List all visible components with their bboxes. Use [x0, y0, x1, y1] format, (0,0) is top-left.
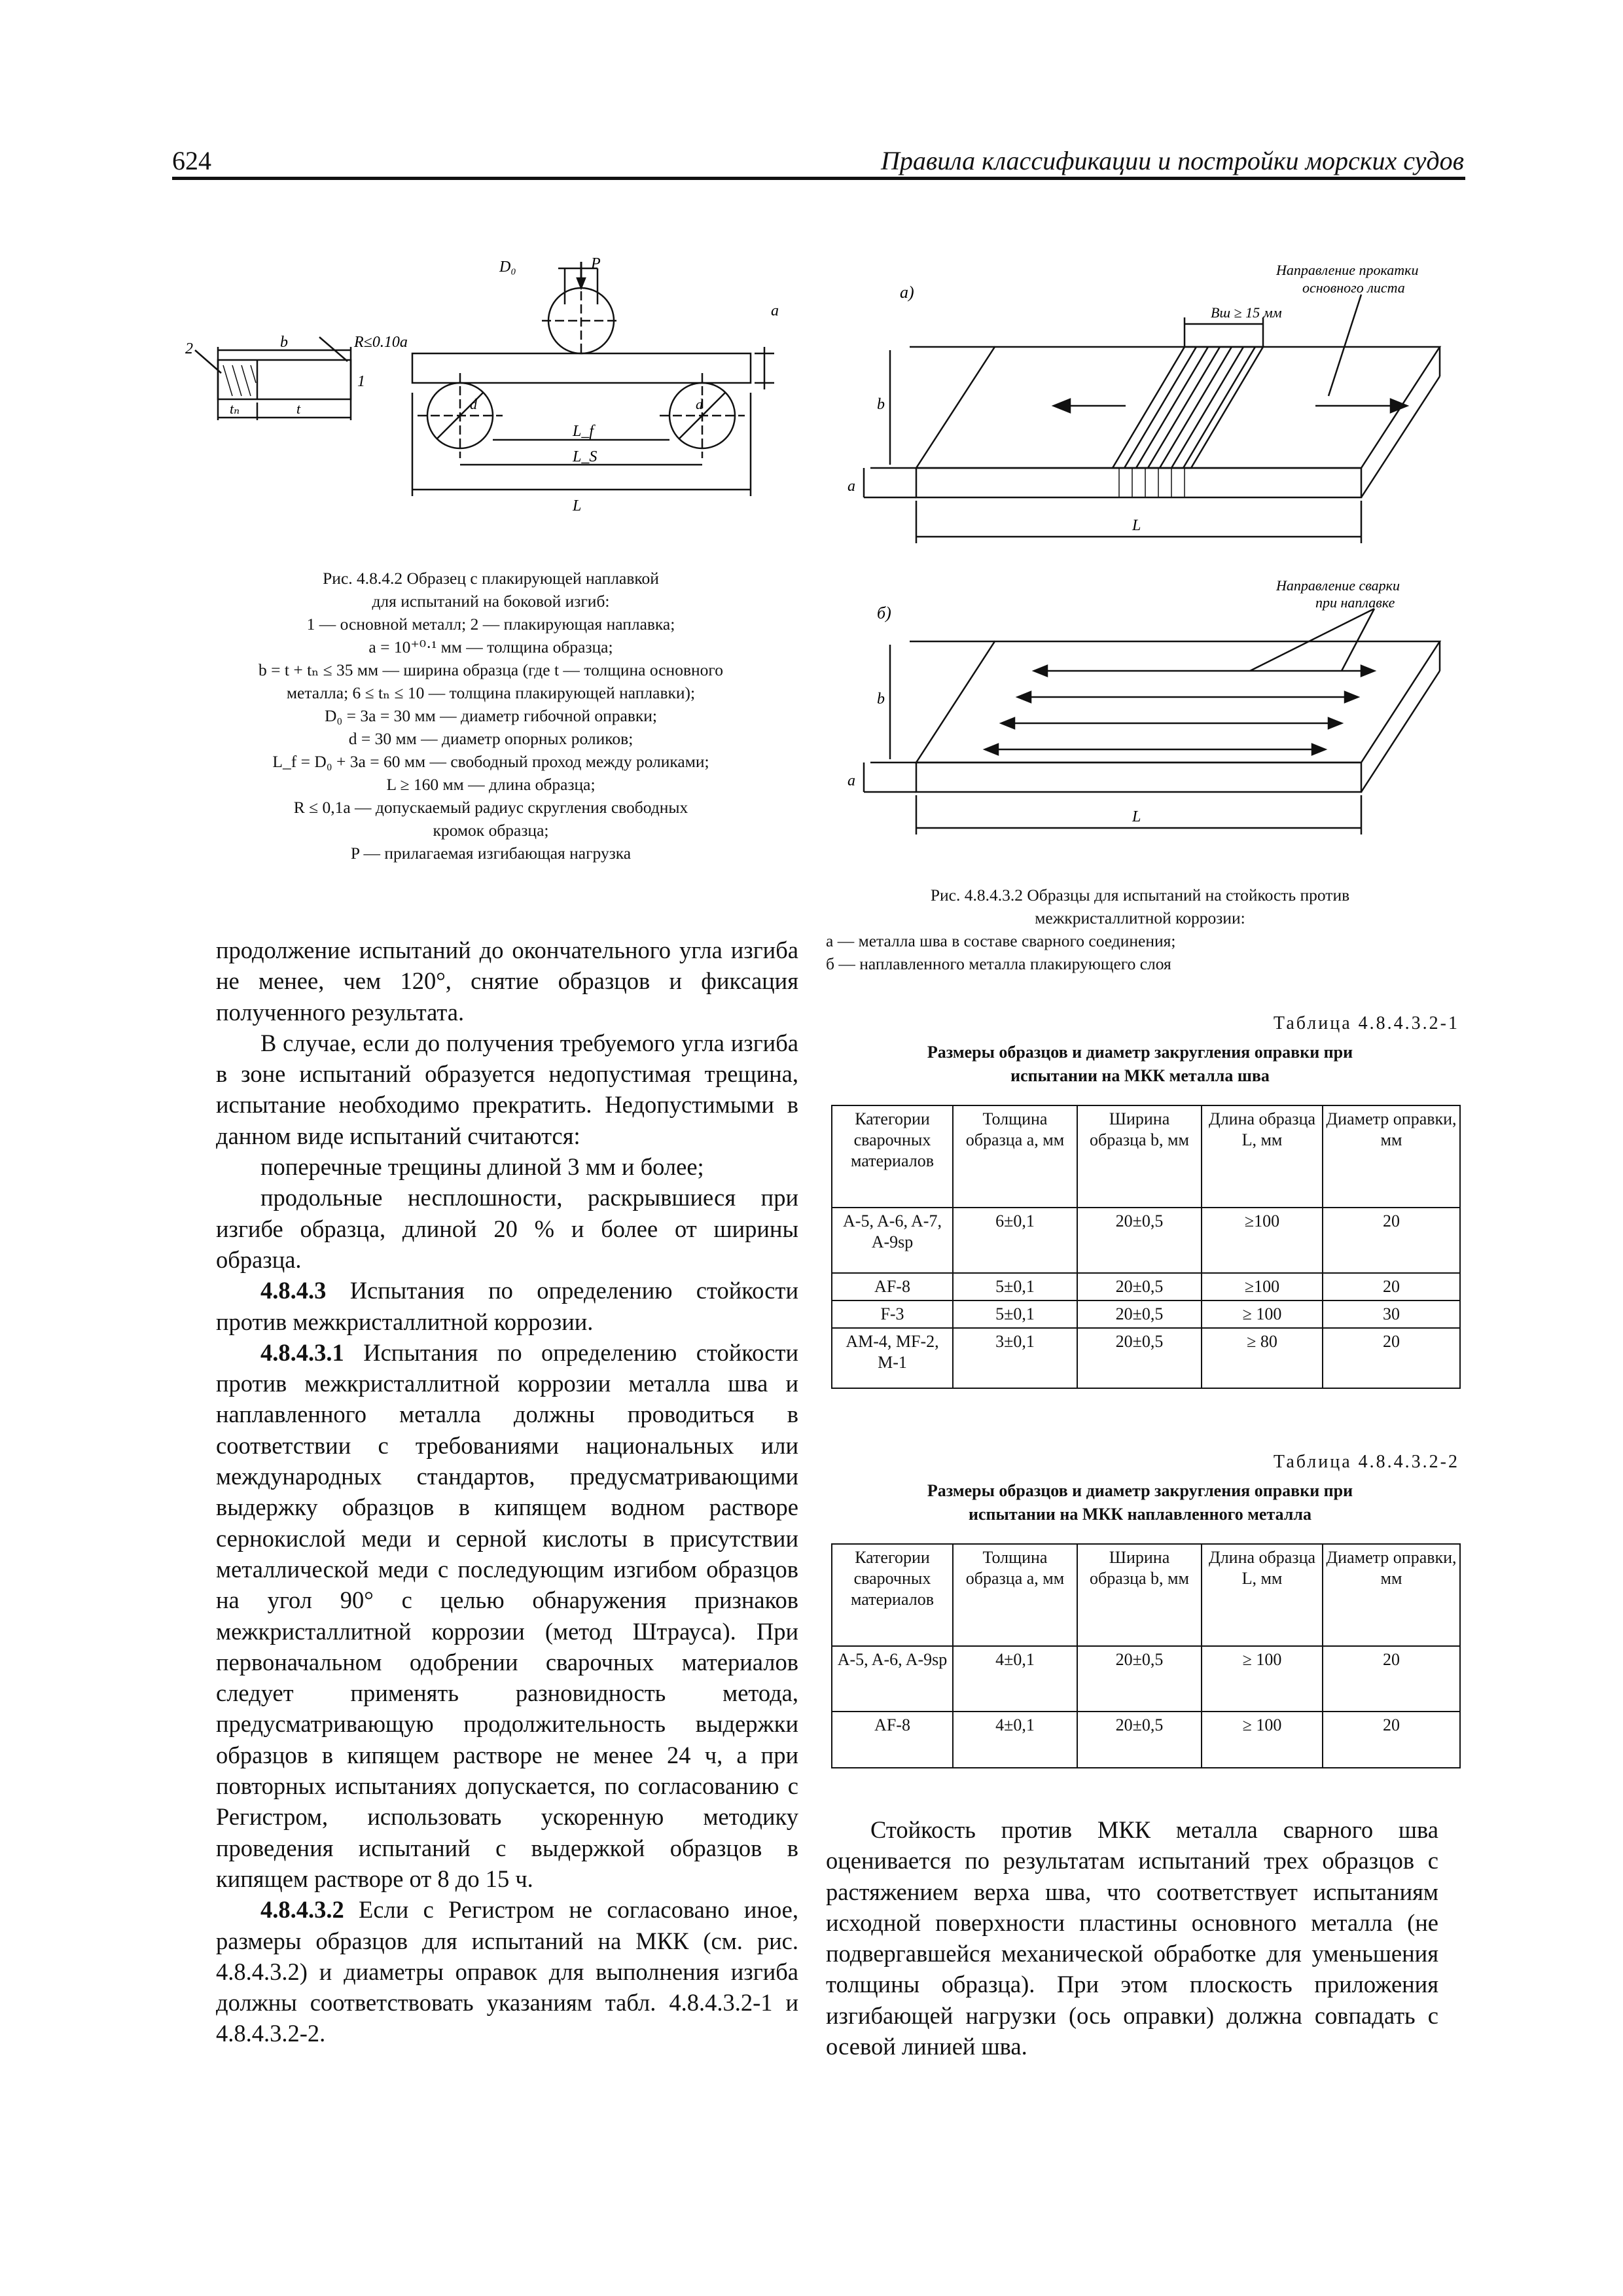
label-ls: L_S: [573, 448, 597, 465]
left-column-text: продолжение испытаний до окончательного угла изгиба не менее, чем 120°, снятие образцов и фиксация полученного результата. В случае, если до получения требуемого угла изгиба в зоне испытаний образуется недопустимая трещина, испытание необходимо прекратить. Недопустимыми в данном виде испытаний считаются: поперечные трещины длиной 3 мм и более; продольные несплошности, раскрывшиеся при изгибе образца, длиной 20 % и более от ширины образца. 4.8.4.3 Испытания по определению стойкости против межкристаллитной коррозии. 4.8.4.3.1 Испытания по определению стойкости против межкристаллитной коррозии металла шва и наплавленного металла должны проводиться в соответствии с требованиями национальных или международных стандартов, предусматривающими выдержку образцов в кипящем водном растворе сернокислой меди и серной кислоты в присутствии металлической меди с последующим изгибом образцов на угол 90° с целью обнаружения признаков межкристаллитной коррозии (метод Штрауса). При первоначальном одобрении сварочных материалов следует применять разновидность метода, предусматривающую продолжительность выдержки образцов в кипящем растворе не менее 24 ч, а при повторных испытаниях допускается, по согласованию с Регистром, использовать ускоренную методику проведения испытаний с выдержкой образцов в кипящем растворе от 8 до 15 ч. 4.8.4.3.2 Если с Регистром не согласовано иное, размеры образцов для испытаний на МКК (см. рис. 4.8.4.3.2) и диаметры оправок для выполнения изгиба должны соответствовать указаниям табл. 4.8.4.3.2-1 и 4.8.4.3.2-2.: [216, 937, 798, 2047]
label-d0: D₀: [499, 259, 516, 276]
table1-header-row: Категории сварочных материалов Толщина образца a, мм Ширина образца b, мм Длина образца L, мм Диаметр оправки, мм: [832, 1105, 1460, 1208]
label-b-mark: б): [877, 603, 891, 622]
table-row: AF-8 4±0,1 20±0,5 ≥ 100 20: [832, 1712, 1460, 1768]
table-row: A-5, A-6, A-7, A-9sp 6±0,1 20±0,5 ≥100 20: [832, 1208, 1460, 1273]
label-b-top: b: [877, 396, 885, 413]
table1-number: Таблица 4.8.4.3.2-1: [1273, 1013, 1459, 1033]
label-a-mark: а): [900, 283, 914, 302]
right-column-text: Стойкость против МКК металла сварного шва оценивается по результатам испытаний трех образцов с растяжением верха шва, что соответствует испытаниям исходной поверхности пластины основного металла (не подвергавшейся механической обработке для уменьшения толщины образца). При этом плоскость приложения изгибающей нагрузки (ось оправки) должна совпадать с осевой линией шва.: [826, 1816, 1438, 2060]
running-title: Правила классификации и постройки морских судов: [880, 146, 1464, 175]
label-lf: L_f: [573, 423, 594, 440]
label-b-bottom: b: [877, 691, 885, 708]
label-t: t: [296, 401, 301, 417]
label-a: a: [771, 302, 779, 319]
label-l-bottom: L: [1132, 808, 1141, 825]
table2-header-row: Категории сварочных материалов Толщина образца a, мм Ширина образца b, мм Длина образца L, мм Диаметр оправки, мм: [832, 1544, 1460, 1646]
page-number: 624: [172, 146, 211, 175]
header-rule: [172, 177, 1465, 180]
table-row: AM-4, MF-2, M-1 3±0,1 20±0,5 ≥ 80 20: [832, 1328, 1460, 1388]
label-rolling-2: основного листа: [1302, 279, 1405, 296]
label-d-right: d: [696, 396, 703, 412]
label-a-bottom: a: [847, 772, 855, 789]
label-p: P: [591, 255, 601, 272]
table-row: A-5, A-6, A-9sp 4±0,1 20±0,5 ≥ 100 20: [832, 1646, 1460, 1712]
table2-number: Таблица 4.8.4.3.2-2: [1273, 1452, 1459, 1472]
label-cladding-1: Направление сварки: [1276, 577, 1400, 594]
label-r: R≤0.10a: [354, 334, 408, 351]
table1: [831, 1105, 1461, 1389]
table-row: AF-8 5±0,1 20±0,5 ≥100 20: [832, 1273, 1460, 1300]
label-weld-width: Bш ≥ 15 мм: [1211, 304, 1282, 321]
label-tn: tₙ: [230, 401, 240, 417]
label-a-top: a: [847, 478, 855, 495]
table-row: F-3 5±0,1 20±0,5 ≥ 100 30: [832, 1300, 1460, 1328]
label-d-left: d: [470, 396, 477, 412]
label-l: L: [573, 497, 582, 514]
igc-specimens-figure: [844, 252, 1466, 854]
section-number-48431: 4.8.4.3.1: [260, 1338, 344, 1366]
figure-left-caption: Рис. 4.8.4.2 Образец с плакирующей наплавкой для испытаний на боковой изгиб: 1 — основной металл; 2 — плакирующая наплавка; a = 10⁺⁰·¹ мм — толщина образца; b = t + tₙ ≤ 35 мм — ширина образца (где t — толщина основного металла; 6 ≤ tₙ ≤ 10 — толщина плакирующей наплавки); D₀ = 3a = 30 мм — диаметр гибочной оправки; d = 30 мм — диаметр опорных роликов; L_f = D₀ + 3a = 60 мм — свободный проход между роликами; L ≥ 160 мм — длина образца; R ≤ 0,1a — допускаемый радиус скругления свободных кромок образца; P — прилагаемая изгибающая нагрузка: [259, 569, 723, 863]
label-rolling-1: Направление прокатки: [1276, 262, 1419, 278]
label-2: 2: [185, 340, 193, 357]
table2-title: Размеры образцов и диаметр закругления оправки при испытании на МКК наплавленного металла: [927, 1481, 1353, 1524]
table2: [831, 1543, 1461, 1768]
side-bend-specimen-figure: [172, 249, 787, 537]
table1-title: Размеры образцов и диаметр закругления оправки при испытании на МКК металла шва: [927, 1043, 1353, 1085]
label-b: b: [280, 334, 288, 351]
label-l-top: L: [1132, 517, 1141, 534]
label-1: 1: [357, 373, 365, 390]
section-number-4843: 4.8.4.3: [260, 1277, 327, 1304]
figure-right-caption: Рис. 4.8.4.3.2 Образцы для испытаний на стойкость против межкристаллитной коррозии: а — металла шва в составе сварного соединения; б — наплавленного металла плакирующего слоя: [826, 886, 1350, 973]
label-cladding-2: при наплавке: [1315, 594, 1395, 611]
section-number-48432: 4.8.4.3.2: [260, 1896, 344, 1924]
